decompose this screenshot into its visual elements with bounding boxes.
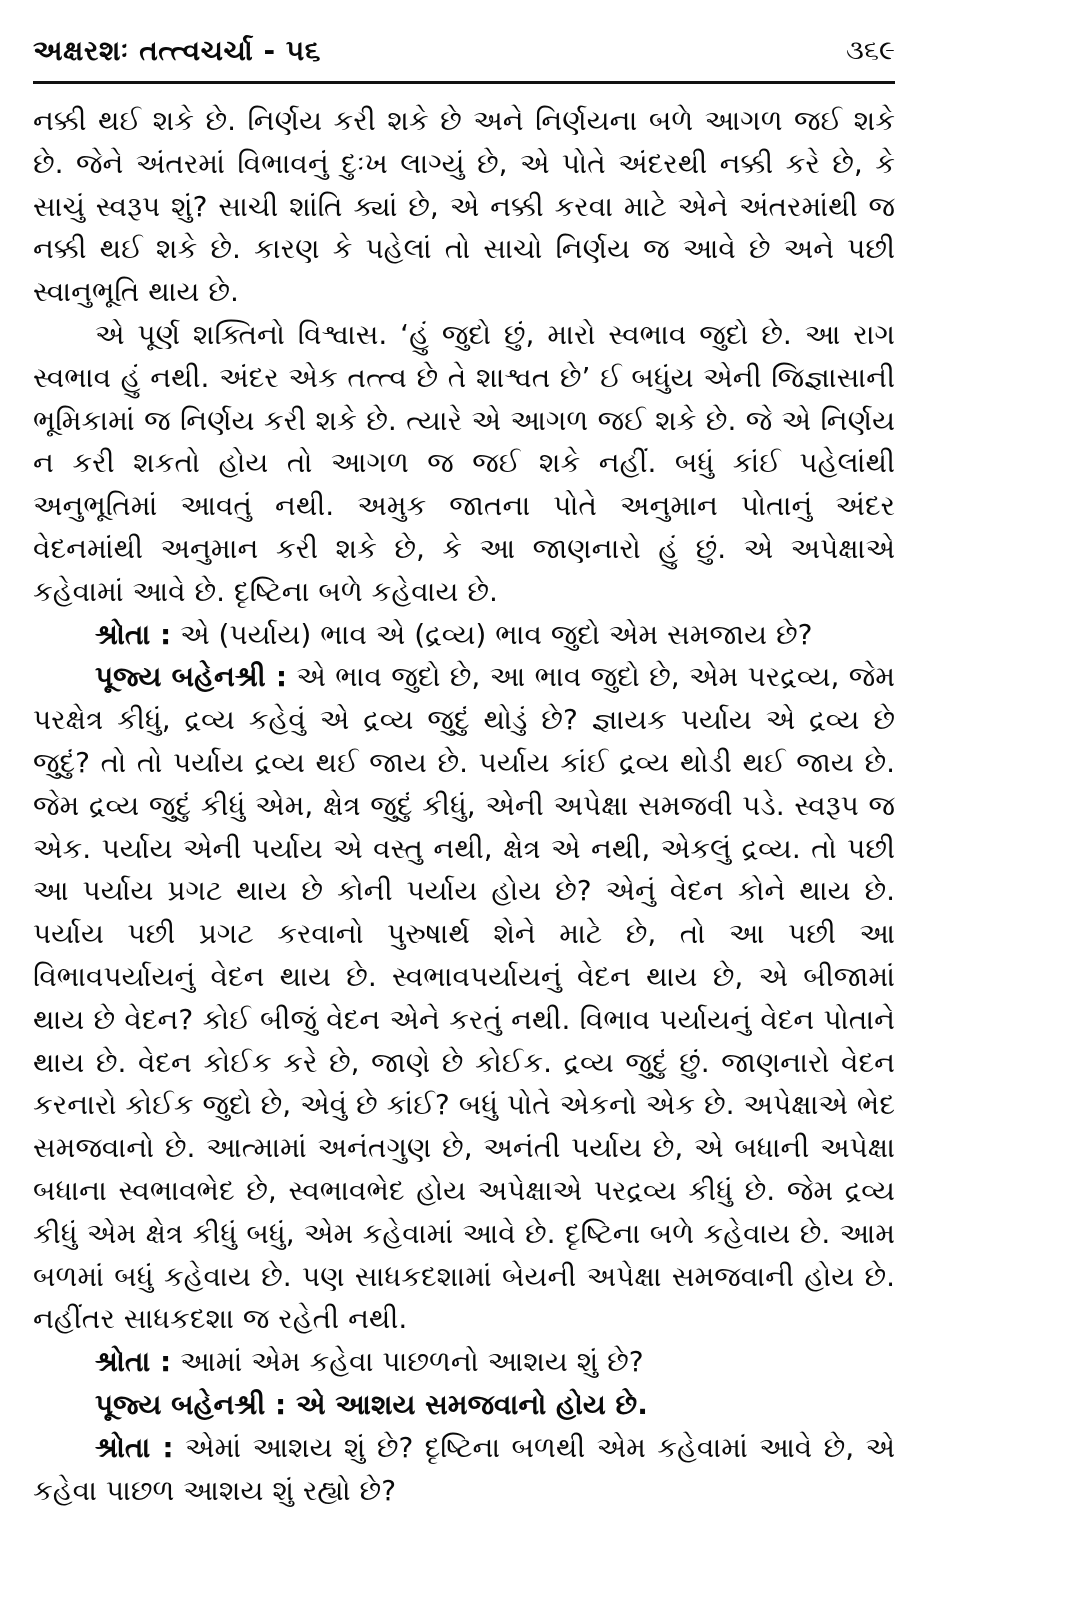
dialogue-question <box>33 614 895 657</box>
dialogue-question <box>33 1427 895 1513</box>
content-column <box>33 34 895 1512</box>
speaker-label: પૂજ્ય બહેનશ્રી : <box>95 660 288 694</box>
page-number: ૩૬૯ <box>845 35 895 66</box>
paragraph-body <box>33 314 895 614</box>
dialogue-answer-bold <box>33 1384 895 1427</box>
dialogue-answer <box>33 656 895 1341</box>
body-text <box>33 100 895 1512</box>
speaker-label: પૂજ્ય બહેનશ્રી : <box>95 1387 287 1421</box>
dialogue-text: એ (પર્યાય) ભાવ એ (દ્રવ્ય) ભાવ જુદો એમ સમજાય છે? <box>171 617 813 651</box>
page-header <box>33 34 895 84</box>
paragraph-continuation <box>33 100 895 314</box>
running-title: અક્ષરશઃ તત્ત્વચર્ચા - ૫૬ <box>33 34 321 67</box>
dialogue-text: એ ભાવ જુદો છે, આ ભાવ જુદો છે, એમ પરદ્રવ્ય, જેમ પરક્ષેત્ર કીધું, દ્રવ્ય કહેવું એ દ્રવ્ય જુદું થોડું છે? જ્ઞાયક પર્યાય એ દ્રવ્ય છે જુદું? તો તો પર્યાય દ્રવ્ય થઈ જાય છે. પર્યાય કાંઈ દ્રવ્ય થોડી થઈ જાય છે. જેમ દ્રવ્ય જુદું કીધું એમ, ક્ષેત્ર જુદું કીધું, એની અપેક્ષા સમજવી પડે. સ્વરૂપ જ એક. પર્યાય એની પર્યાય એ વસ્તુ નથી, ક્ષેત્ર એ નથી, એકલું દ્રવ્ય. તો પછી આ પર્યાય પ્રગટ થાય છે કોની પર્યાય હોય છે? એનું વેદન કોને થાય છે. પર્યાય પછી પ્રગટ કરવાનો પુરુષાર્થ શેને માટે છે, તો આ પછી આ વિભાવપર્યાયનું વેદન થાય છે. સ્વભાવપર્યાયનું વેદન થાય છે, એ બીજામાં થાય છે વેદન? કોઈ બીજું વેદન એને કરતું નથી. વિભાવ પર્યાયનું વેદન પોતાને થાય છે. વેદન કોઈક કરે છે, જાણે છે કોઈક. દ્રવ્ય જુદું છું. જાણનારો વેદન કરનારો કોઈક જુદો છે, એવું છે કાંઈ? બધું પોતે એકનો એક છે. અપેક્ષાએ ભેદ સમજવાનો છે. આત્મામાં અનંતગુણ છે, અનંતી પર્યાય છે, એ બધાની અપેક્ષા બધાના સ્વભાવભેદ છે, સ્વભાવભેદ હોય અપેક્ષાએ પરદ્રવ્ય કીધું છે. જેમ દ્રવ્ય કીધું એમ ક્ષેત્ર કીધું બધું, એમ કહેવામાં આવે છે. દૃષ્ટિના બળે કહેવાય છે. આમ બળમાં બધું કહેવાય છે. પણ સાધકદશામાં બેયની અપેક્ષા સમજવાની હોય છે. નહીંતર સાધકદશા જ રહેતી નથી. <box>33 660 895 1336</box>
speaker-label: શ્રોતા : <box>95 1430 174 1464</box>
paragraph-text: નક્કી થઈ શકે છે. નિર્ણય કરી શકે છે અને નિર્ણયના બળે આગળ જઈ શકે છે. જેને અંતરમાં વિભાવનું દુઃખ લાગ્યું છે, એ પોતે અંદરથી નક્કી કરે છે, કે સાચું સ્વરૂપ શું? સાચી શાંતિ ક્યાં છે, એ નક્કી કરવા માટે એને અંતરમાંથી જ નક્કી થઈ શકે છે. કારણ કે પહેલાં તો સાચો નિર્ણય જ આવે છે અને પછી સ્વાનુભૂતિ થાય છે. <box>33 104 895 309</box>
speaker-label: શ્રોતા : <box>95 617 172 651</box>
dialogue-text: આમાં એમ કહેવા પાછળનો આશય શું છે? <box>171 1345 644 1379</box>
dialogue-question <box>33 1341 895 1384</box>
speaker-label: શ્રોતા : <box>95 1345 172 1379</box>
dialogue-text: એમાં આશય શું છે? દૃષ્ટિના બળથી એમ કહેવામાં આવે છે, એ કહેવા પાછળ આશય શું રહ્યો છે? <box>33 1430 895 1507</box>
paragraph-text: એ પૂર્ણ શક્તિનો વિશ્વાસ. ‘હું જુદો છું, મારો સ્વભાવ જુદો છે. આ રાગ સ્વભાવ હું નથી. અંદર એક તત્ત્વ છે તે શાશ્વત છે’ ઈ બધુંય એની જિજ્ઞાસાની ભૂમિકામાં જ નિર્ણય કરી શકે છે. ત્યારે એ આગળ જઈ શકે છે. જે એ નિર્ણય ન કરી શકતો હોય તો આગળ જ જઈ શકે નહીં. બધું કાંઈ પહેલાંથી અનુભૂતિમાં આવતું નથી. અમુક જાતના પોતે અનુમાન પોતાનું અંદર વેદનમાંથી અનુમાન કરી શકે છે, કે આ જાણનારો હું છું. એ અપેક્ષાએ કહેવામાં આવે છે. દૃષ્ટિના બળે કહેવાય છે. <box>33 317 895 608</box>
dialogue-text: એ આશય સમજવાનો હોય છે. <box>286 1387 648 1421</box>
